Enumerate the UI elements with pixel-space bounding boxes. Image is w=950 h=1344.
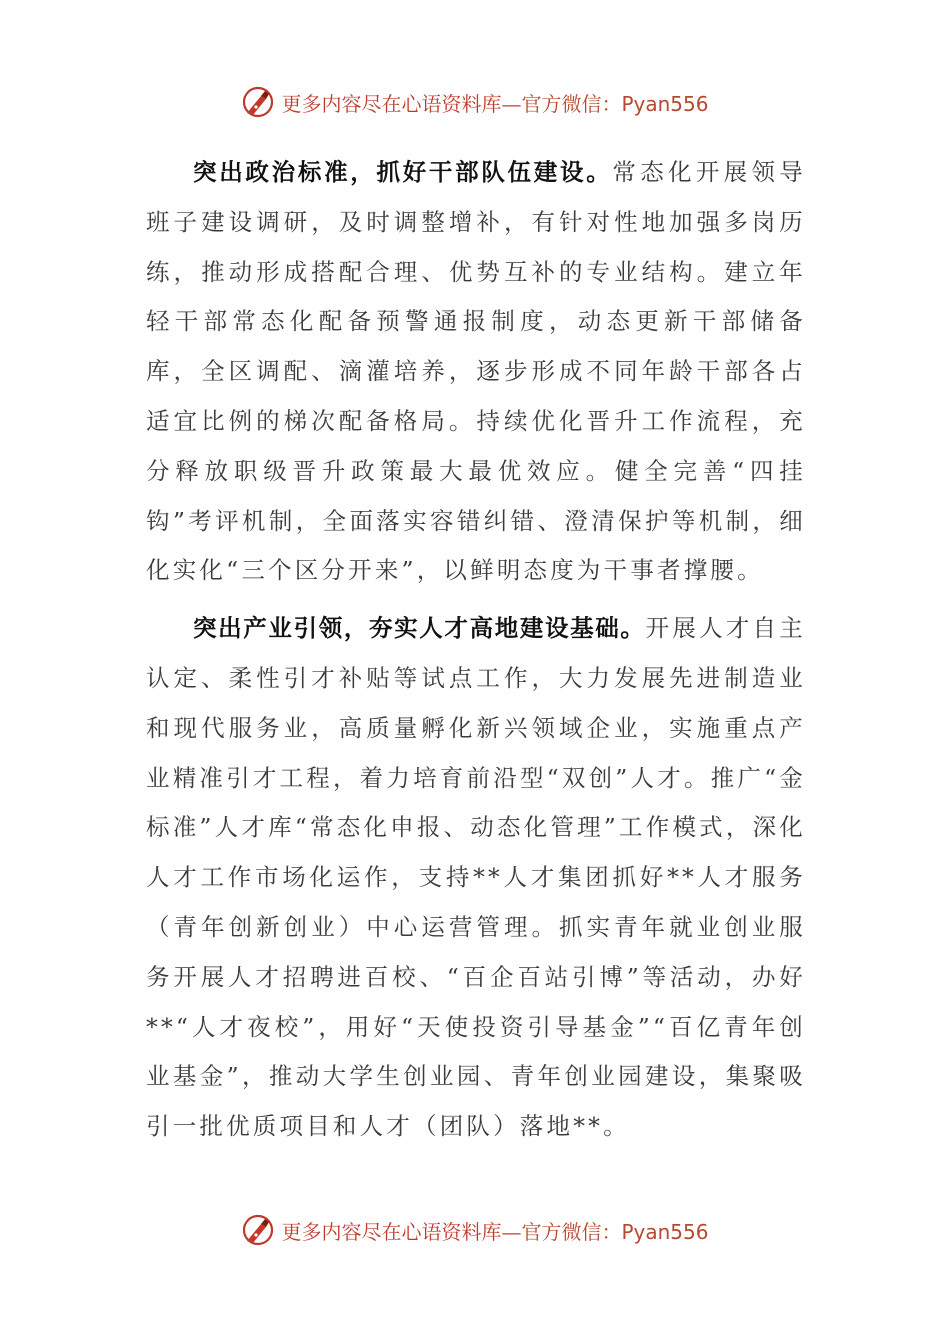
header-banner	[0, 82, 950, 122]
banner-wechat: 官方微信：Pyan556	[521, 1219, 709, 1244]
footer-banner	[0, 1210, 950, 1250]
banner-title: 更多内容尽在心语资料库—	[281, 1219, 522, 1244]
paragraph-text: 常态化开展领导班子建设调研，及时调整增补，有针对性地加强多岗历练，推动形成搭配合理、优势互补的专业结构。建立年轻干部常态化配备预警通报制度，动态更新干部储备库，全区调配、滴灌培养，逐步形成不同年龄干部各占适宜比例的梯次配备格局。持续优化晋升工作流程，充分释放职级晋升政策最大最优效应。健全完善“四挂钩”考评机制，全面落实容错纠错、澄清保护等机制，细化实化“三个区分开来”，以鲜明态度为干事者撑腰。	[146, 158, 806, 585]
banner-text	[281, 88, 708, 117]
document-body	[146, 148, 806, 1160]
banner-title: 更多内容尽在心语资料库—	[281, 91, 522, 116]
pen-nib-logo-icon	[241, 1213, 275, 1247]
paragraph-cadre	[146, 148, 806, 596]
paragraph-heading: 突出产业引领，夯实人才高地建设基础。	[193, 614, 646, 643]
banner-text	[281, 1216, 708, 1245]
paragraph-talent	[146, 604, 806, 1152]
banner-wechat: 官方微信：Pyan556	[521, 91, 709, 116]
pen-nib-logo-icon	[241, 85, 275, 119]
paragraph-heading: 突出政治标准，抓好干部队伍建设。	[193, 158, 613, 186]
paragraph-text: 开展人才自主认定、柔性引才补贴等试点工作，大力发展先进制造业和现代服务业，高质量孵化新兴领域企业，实施重点产业精准引才工程，着力培育前沿型“双创”人才。推广“金标准”人才库“常态化申报、动态化管理”工作模式，深化人才工作市场化运作，支持**人才集团抓好**人才服务（青年创新创业）中心运营管理。抓实青年就业创业服务开展人才招聘进百校、“百企百站引博”等活动，办好**“人才夜校”，用好“天使投资引导基金”“百亿青年创业基金”，推动大学生创业园、青年创业园建设，集聚吸引一批优质项目和人才（团队）落地**。	[146, 614, 806, 1141]
